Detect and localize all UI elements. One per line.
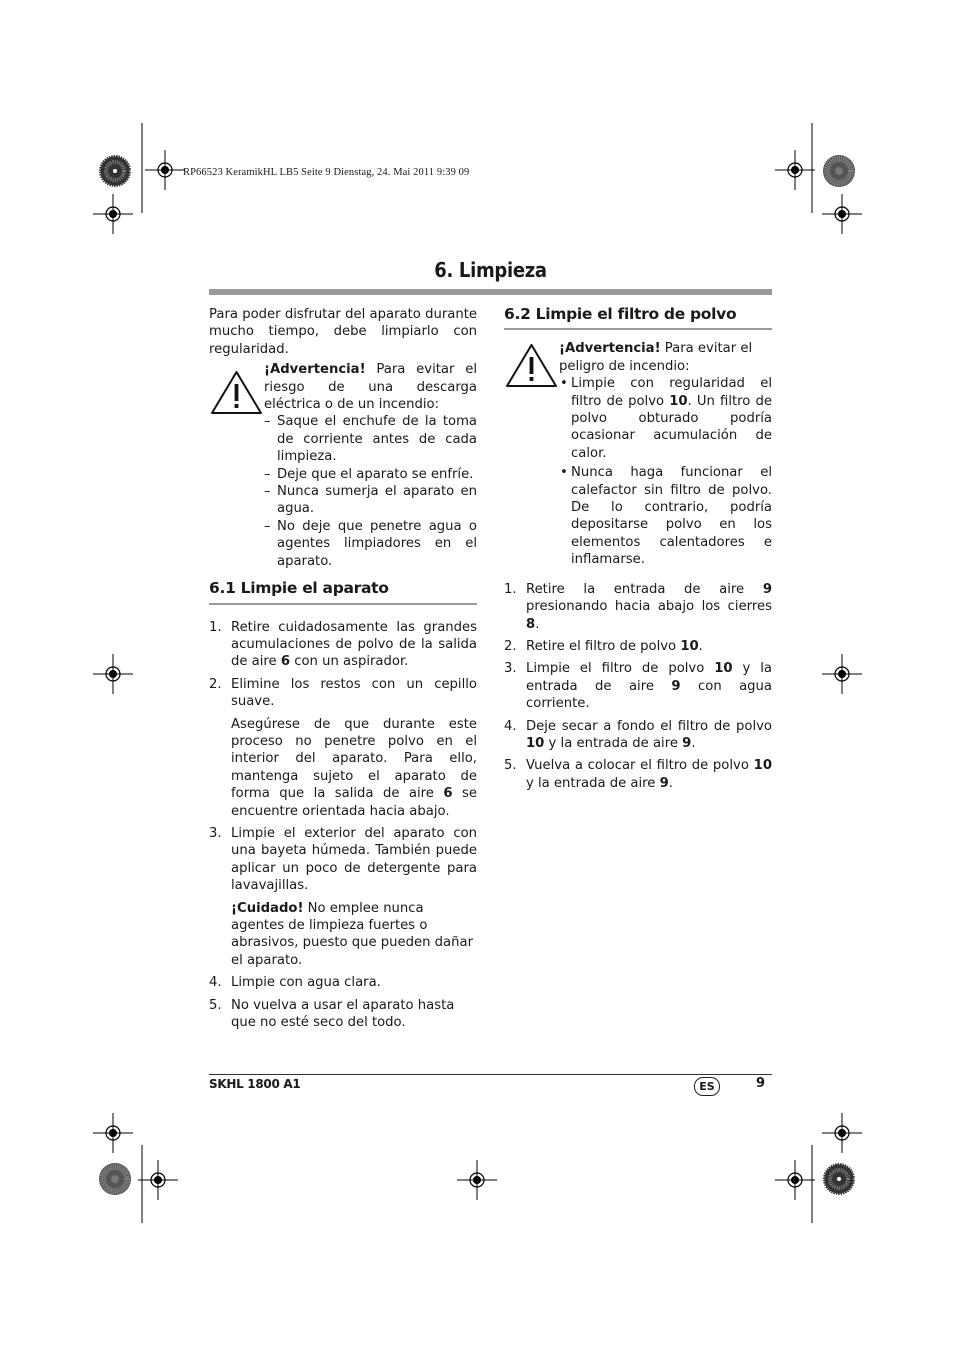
part-number: 10 (669, 393, 688, 409)
left-column (209, 306, 477, 1036)
step-number: 2. (209, 676, 222, 692)
step-number: 4. (504, 718, 517, 734)
starburst-mark-icon (98, 154, 132, 188)
list-item: 2. Elimine los restos con un cepillo suave. Asegúrese de que durante este proceso no penetre polvo en el interior del aparato. Para ello, mantenga sujeto el aparato de forma que la salida de aire 6 se encuentre orientada hacia abajo. (209, 676, 477, 819)
warning-intro: Para evitar el riesgo de una descarga eléctrica o de un incendio: (264, 362, 477, 413)
step-number: 1. (504, 581, 517, 597)
warning-label: ¡Advertencia! (559, 341, 661, 357)
step-number: 5. (209, 997, 222, 1013)
warning-intro: Para evitar el peligro de incendio: (559, 341, 753, 374)
footer-model: SKHL 1800 A1 (209, 1077, 301, 1091)
list-item: – No deje que penetre agua o agentes limpiadores en el aparato. (264, 518, 477, 570)
intro-paragraph: Para poder disfrutar del aparato durante mucho tiempo, debe limpiarlo con regularidad. (209, 307, 477, 357)
part-number: 9 (671, 678, 681, 694)
starburst-mark-icon (98, 1162, 132, 1196)
step-number: 3. (209, 825, 222, 841)
print-header: RP66523 KeramikHL LB5 Seite 9 Dienstag, 24. Mai 2011 9:39 09 (183, 167, 470, 178)
step-number: 5. (504, 758, 517, 774)
list-item: – Nunca sumerja el aparato en agua. (264, 483, 477, 518)
registration-target-icon (457, 1160, 497, 1200)
warning-text (264, 361, 477, 570)
caution-note: ¡Cuidado! No emplee nunca agentes de limpieza fuertes o abrasivos, puesto que pueden dañar el aparato. (231, 900, 473, 968)
registration-target-icon (93, 654, 133, 694)
footer-rule (209, 1074, 772, 1075)
warning-list (264, 413, 477, 570)
part-number: 6 (443, 786, 453, 802)
part-number: 10 (680, 638, 699, 654)
warning-text (559, 340, 772, 570)
part-number: 10 (526, 735, 545, 751)
list-item: – Deje que el aparato se enfríe. (264, 466, 477, 483)
section-heading: 6.2 Limpie el filtro de polvo (504, 306, 772, 330)
registration-target-icon (822, 194, 862, 234)
registration-target-icon (822, 1113, 862, 1153)
part-number: 10 (714, 661, 733, 677)
part-number: 9 (682, 735, 692, 751)
registration-target-icon (775, 150, 815, 190)
page-title: 6. Limpieza (434, 258, 547, 282)
cleaning-steps (209, 619, 477, 1032)
list-item: 4. Deje secar a fondo el filtro de polvo 10 y la entrada de aire 9. (504, 718, 772, 751)
crop-line-icon (810, 1145, 814, 1223)
filter-steps (504, 581, 772, 792)
step-note: Asegúrese de que durante este proceso no penetre polvo en el interior del aparato. Para ello, mantenga sujeto el aparato de forma que la salida de aire 6 se encuentre orientada hacia abajo. (231, 716, 477, 819)
list-item: 4. Limpie con agua clara. (209, 975, 381, 991)
registration-target-icon (93, 194, 133, 234)
list-item: 2. Retire el filtro de polvo 10. (504, 638, 703, 654)
list-item: – Saque el enchufe de la toma de corriente antes de cada limpieza. (264, 413, 477, 465)
step-number: 4. (209, 975, 222, 991)
warning-triangle-icon (504, 342, 559, 390)
list-item: • Limpie con regularidad el filtro de polvo 10. Un filtro de polvo obturado podría ocasionar acumulación de calor. (559, 375, 772, 462)
list-item: • Nunca haga funcionar el calefactor sin filtro de polvo. De lo contrario, podría depositarse polvo en los elementos calentadores e inflamarse. (559, 464, 772, 568)
registration-target-icon (138, 1160, 178, 1200)
step-number: 2. (504, 638, 517, 654)
part-number: 9 (762, 581, 772, 597)
warning-block (504, 340, 772, 570)
list-item: 5. No vuelva a usar el aparato hasta que no esté seco del todo. (209, 997, 455, 1031)
crop-line-icon (140, 123, 144, 213)
right-column (504, 306, 772, 797)
starburst-mark-icon (822, 1162, 856, 1196)
warning-block (209, 361, 477, 570)
language-badge: ES (694, 1077, 720, 1096)
starburst-mark-icon (822, 154, 856, 188)
list-item: 3. Limpie el exterior del aparato con una bayeta húmeda. También puede aplicar un poco de detergente para lavavajillas. ¡Cuidado! No emplee nunca agentes de limpieza fuertes o abrasivos, puesto que pueden dañar el aparato. (209, 825, 477, 968)
title-rule (209, 289, 772, 295)
registration-target-icon (145, 150, 185, 190)
part-number: 10 (753, 758, 772, 774)
warning-label: ¡Advertencia! (264, 362, 366, 378)
step-number: 3. (504, 661, 517, 677)
part-number: 6 (280, 654, 291, 670)
registration-target-icon (822, 654, 862, 694)
step-number: 1. (209, 619, 222, 635)
list-item: 3. Limpie el filtro de polvo 10 y la entrada de aire 9 con agua corriente. (504, 661, 773, 712)
registration-target-icon (93, 1113, 133, 1153)
part-number: 8 (526, 616, 536, 632)
registration-target-icon (775, 1160, 815, 1200)
list-item: 1. Retire cuidadosamente las grandes acumulaciones de polvo de la salida de aire 6 con un aspirador. (209, 619, 477, 670)
warning-list (559, 375, 772, 568)
crop-line-icon (810, 123, 814, 213)
section-heading: 6.1 Limpie el aparato (209, 580, 477, 604)
warning-triangle-icon (209, 369, 264, 417)
caution-label: ¡Cuidado! (231, 900, 304, 916)
crop-line-icon (140, 1145, 144, 1223)
list-item: 1. Retire la entrada de aire 9 presionando hacia abajo los cierres 8. (504, 581, 772, 632)
list-item: 5. Vuelva a colocar el filtro de polvo 10 y la entrada de aire 9. (504, 758, 772, 791)
page-number: 9 (756, 1076, 766, 1091)
part-number: 9 (659, 775, 669, 791)
